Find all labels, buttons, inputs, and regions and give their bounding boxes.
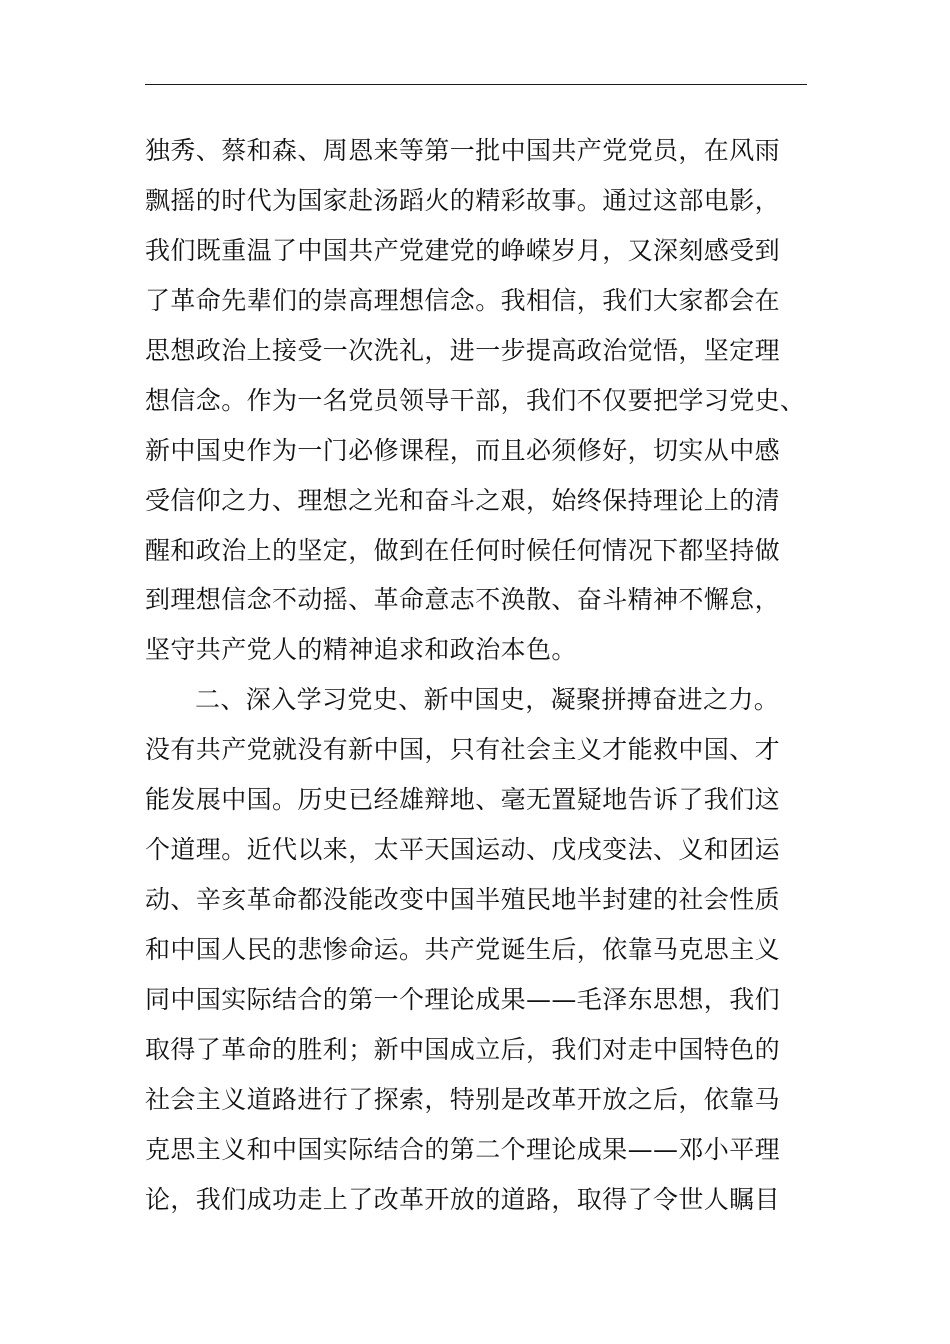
text-line: 我们既重温了中国共产党建党的峥嵘岁月，又深刻感受到 — [145, 235, 781, 265]
text-line: 醒和政治上的坚定，做到在任何时候任何情况下都坚持做 — [145, 535, 781, 565]
text-line: 独秀、蔡和森、周恩来等第一批中国共产党党员，在风雨 — [145, 136, 781, 165]
text-line: 坚守共产党人的精神追求和政治本色。 — [145, 635, 577, 665]
text-line: 和中国人民的悲惨命运。共产党诞生后，依靠马克思主义 — [145, 935, 781, 964]
text-line: 受信仰之力、理想之光和奋斗之艰，始终保持理论上的清 — [145, 485, 781, 515]
text-line: 动、辛亥革命都没能改变中国半殖民地半封建的社会性质 — [145, 885, 781, 915]
text-line: 了革命先辈们的崇高理想信念。我相信，我们大家都会在 — [145, 285, 781, 315]
text-line: 同中国实际结合的第一个理论成果——毛泽东思想，我们 — [145, 984, 781, 1014]
text-line: 没有共产党就没有新中国，只有社会主义才能救中国、才 — [145, 735, 781, 765]
text-line: 社会主义道路进行了探索，特别是改革开放之后，依靠马 — [145, 1084, 781, 1114]
section-heading: 二、深入学习党史、新中国史，凝聚拼搏奋进之力。 — [195, 685, 780, 715]
text-line: 论，我们成功走上了改革开放的道路，取得了令世人瞩目 — [145, 1184, 781, 1214]
text-line: 取得了革命的胜利；新中国成立后，我们对走中国特色的 — [145, 1034, 781, 1064]
text-line: 新中国史作为一门必修课程，而且必须修好，切实从中感 — [145, 435, 781, 465]
text-line: 飘摇的时代为国家赴汤蹈火的精彩故事。通过这部电影， — [145, 185, 781, 215]
header-rule — [145, 84, 807, 85]
text-line: 到理想信念不动摇、革命意志不涣散、奋斗精神不懈怠， — [145, 585, 781, 615]
text-line: 思想政治上接受一次洗礼，进一步提高政治觉悟，坚定理 — [145, 335, 781, 365]
text-line: 个道理。近代以来，太平天国运动、戊戌变法、义和团运 — [145, 835, 781, 865]
text-line: 克思主义和中国实际结合的第二个理论成果——邓小平理 — [145, 1134, 781, 1164]
document-body — [145, 126, 807, 1225]
text-line: 想信念。作为一名党员领导干部，我们不仅要把学习党史、 — [145, 385, 806, 415]
text-line: 能发展中国。历史已经雄辩地、毫无置疑地告诉了我们这 — [145, 785, 781, 815]
